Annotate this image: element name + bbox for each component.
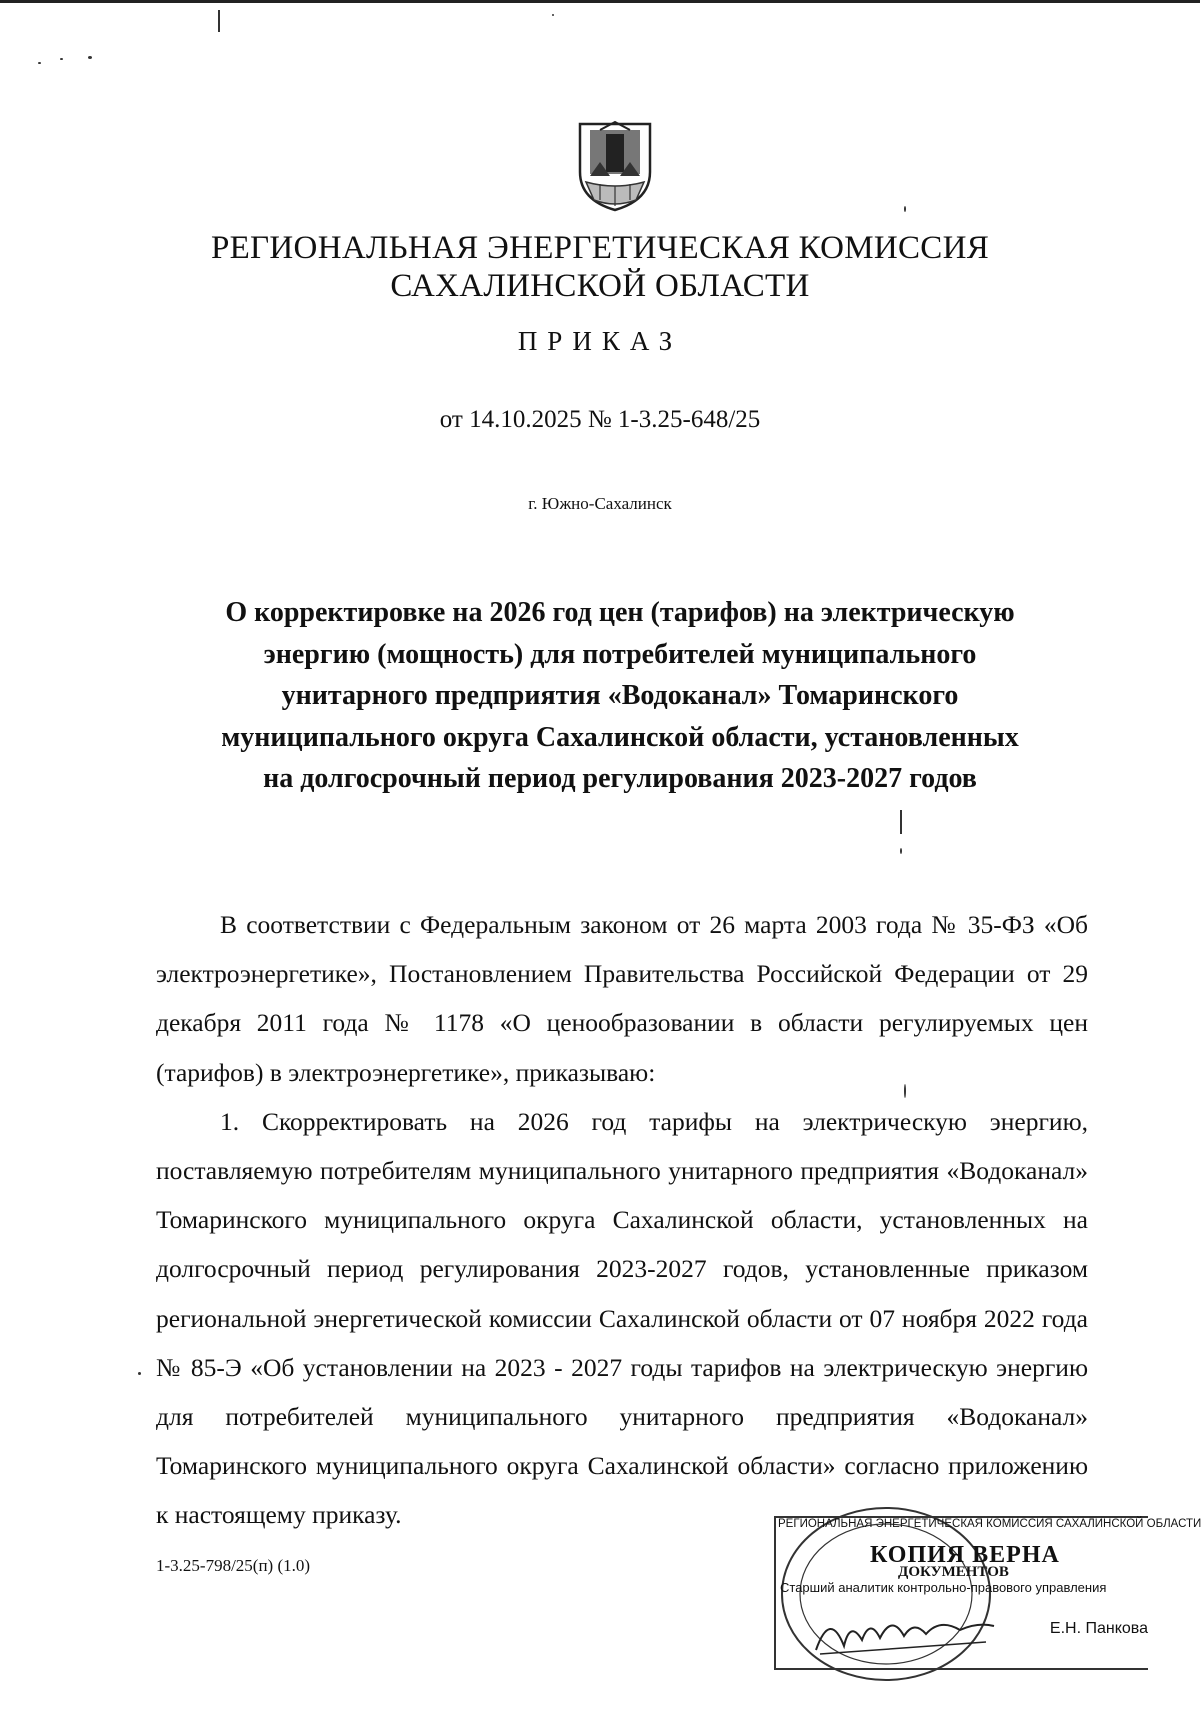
document-type-heading: ПРИКАЗ [517, 326, 683, 356]
coat-of-arms-emblem [576, 120, 654, 212]
scan-speck [900, 810, 902, 834]
scan-speck [218, 10, 220, 32]
document-reference-code: 1-3.25-798/25(п) (1.0) [156, 1556, 311, 1575]
title-line: энергию (мощность) для потребителей муниципального [263, 638, 977, 670]
scan-speck [60, 58, 63, 60]
stamp-signatory-name: Е.Н. Панкова [1049, 1620, 1148, 1637]
scan-speck [552, 14, 554, 16]
scan-speck [38, 62, 41, 64]
organization-name-line2: САХАЛИНСКОЙ ОБЛАСТИ [390, 268, 810, 304]
handwritten-signature [810, 1600, 1000, 1660]
document-body [156, 900, 1088, 1540]
stamp-organization: РЕГИОНАЛЬНАЯ ЭНЕРГЕТИЧЕСКАЯ КОМИССИЯ САХАЛИНСКОЙ ОБЛАСТИ [778, 1518, 1201, 1530]
certified-copy-stamp [770, 1506, 1201, 1696]
preamble-paragraph: В соответствии с Федеральным законом от 26 марта 2003 года № 35-ФЗ «Об электроэнергетике», Постановлением Правительства Российской Федерации от 29 декабря 2011 года № 1178 «О ценообразовании в области регулируемых цен (тарифов) в электроэнергетике», приказываю: [156, 910, 1088, 1087]
order-item-1: 1. Скорректировать на 2026 год тарифы на электрическую энергию, поставляемую потребителям муниципального унитарного предприятия «Водоканал» Томаринского муниципального округа Сахалинской области, установленных на долгосрочный период регулирования 2023-2027 годов, установленные приказом региональной энергетической комиссии Сахалинской области от 07 ноября 2022 года № 85-Э «Об установлении на 2023 - 2027 годы тарифов на электрическую энергию для потребителей муниципального унитарного предприятия «Водоканал» Томаринского муниципального округа Сахалинской области» согласно приложению к настоящему приказу. [156, 1106, 1088, 1530]
scan-edge-line [0, 0, 1200, 3]
organization-name-line1: РЕГИОНАЛЬНАЯ ЭНЕРГЕТИЧЕСКАЯ КОМИССИЯ [210, 230, 990, 266]
title-line: муниципального округа Сахалинской области, установленных [221, 721, 1019, 753]
title-line: унитарного предприятия «Водоканал» Томаринского [281, 680, 959, 711]
stamp-documents: ДОКУМЕНТОВ [898, 1564, 1009, 1580]
scan-speck [138, 1372, 141, 1375]
scan-speck [88, 56, 92, 59]
scan-speck [900, 848, 902, 854]
stamp-position: Старший аналитик контрольно-правового управления [780, 1580, 1107, 1595]
document-title [150, 592, 1090, 800]
stamp-certified-copy: КОПИЯ ВЕРНА [870, 1542, 1060, 1568]
order-date-number: от 14.10.2025 № 1-3.25-648/25 [439, 406, 761, 433]
title-line: О корректировке на 2026 год цен (тарифов) на электрическую [225, 597, 1015, 628]
scan-speck [904, 206, 906, 212]
issue-city: г. Южно-Сахалинск [528, 494, 672, 513]
title-line: на долгосрочный период регулирования 2023-2027 годов [263, 763, 977, 794]
